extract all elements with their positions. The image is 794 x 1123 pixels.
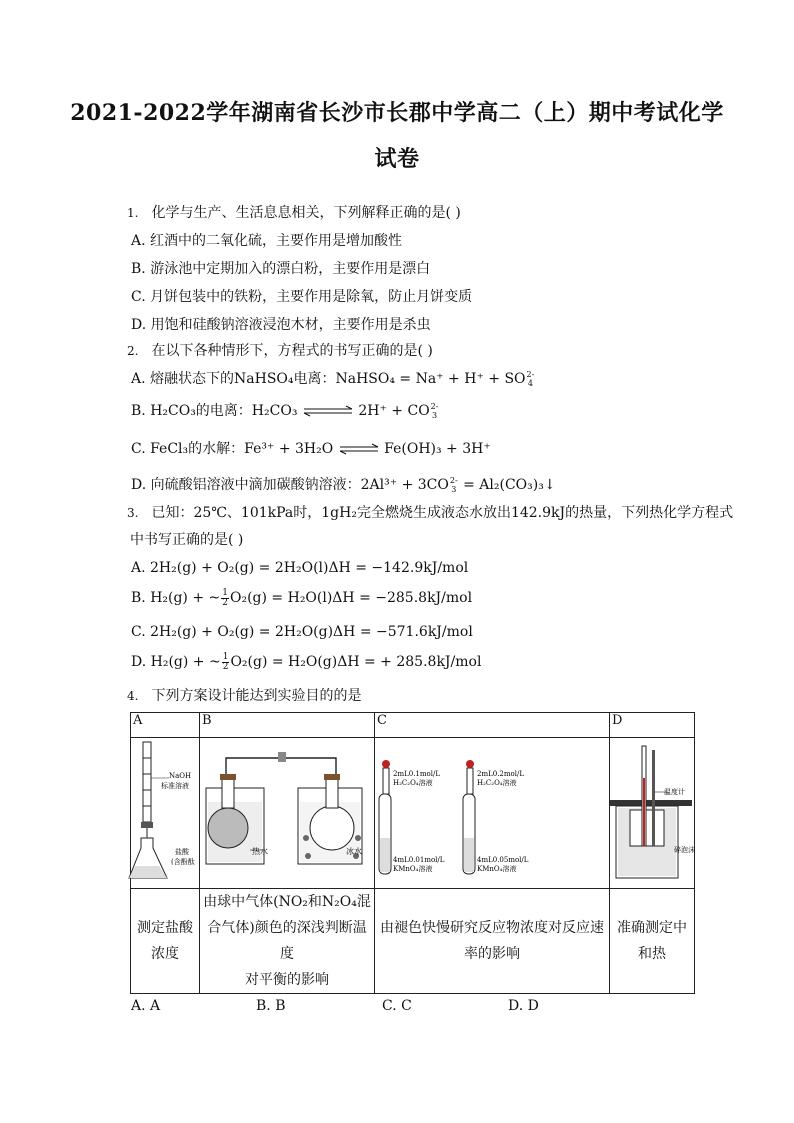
question-stem: 化学与生产、生活息息相关，下列解释正确的是( ) — [151, 205, 461, 221]
desc-a — [131, 889, 200, 994]
desc-line: 对平衡的影响 — [245, 972, 329, 988]
question-number: 2. — [127, 344, 139, 358]
desc-line: 由褪色快慢研究反应物浓度对反应速 — [380, 920, 604, 936]
figC-label-top2b: H₂C₂O₄溶液 — [477, 779, 517, 787]
ion-charge: 2- — [526, 370, 535, 379]
desc-line: 由球中气体(NO₂和N₂O₄混 — [203, 894, 371, 910]
fraction-denominator: 2 — [222, 661, 229, 672]
question-1 — [127, 203, 461, 223]
q1-option-a: A. 红酒中的二氧化硫，主要作用是增加酸性 — [131, 233, 403, 249]
calorimeter-icon — [610, 738, 695, 884]
question-3 — [127, 503, 733, 523]
equation-text: = Al₂(CO₃)₃↓ — [458, 477, 556, 493]
equation-text: D. 向硫酸铝溶液中滴加碳酸钠溶液：2Al³⁺ + 3CO — [131, 477, 449, 493]
q1-option-d: D. 用饱和硅酸钠溶液浸泡木材，主要作用是杀虫 — [131, 317, 431, 333]
question-stem: 在以下各种情形下，方程式的书写正确的是( ) — [151, 343, 433, 359]
figC-label-top1: 2mL0.1mol/L — [393, 770, 440, 778]
q1-option-c: C. 月饼包装中的铁粉，主要作用是除氧，防止月饼变质 — [131, 289, 473, 305]
question-number: 1. — [127, 206, 139, 220]
figB-label-cold: 冰水 — [346, 847, 362, 856]
question-stem: 下列方案设计能达到实验目的的是 — [151, 688, 362, 704]
titration-apparatus-icon — [131, 738, 197, 884]
question-stem-continued: 中书写正确的是( ) — [130, 532, 244, 548]
q3-option-a: A. 2H₂(g) + O₂(g) = 2H₂O(l)ΔH = −142.9kJ/mol — [131, 560, 469, 576]
desc-line: 测定盐酸 — [137, 920, 193, 936]
question-number: 4. — [127, 689, 139, 703]
figD-label-thermometer: 温度计 — [664, 788, 685, 796]
q1-option-b: B. 游泳池中定期加入的漂白粉，主要作用是漂白 — [131, 261, 431, 277]
figure-c-kmno4-rate — [375, 738, 610, 889]
page-title: 2021-2022学年湖南省长沙市长郡中学高二（上）期中考试化学 — [70, 100, 724, 126]
page-title-continued: 试卷 — [374, 146, 420, 172]
ion-charge: 2- — [449, 476, 458, 485]
figure-a-titration — [131, 738, 200, 889]
equation-text: D. H₂(g) + ~ — [131, 654, 221, 670]
fraction-numerator: 1 — [222, 651, 229, 662]
question-4 — [127, 686, 361, 706]
equation-text: B. H₂(g) + ~ — [131, 590, 221, 606]
desc-line: 浓度 — [151, 946, 179, 962]
col-header-a: A — [131, 713, 200, 738]
equation-text: B. H₂CO₃的电离：H₂CO₃ — [131, 403, 298, 419]
q2-option-b — [131, 401, 439, 421]
col-header-b: B — [200, 713, 375, 738]
q2-option-d — [131, 475, 556, 495]
ion-subscript: 3 — [432, 411, 438, 420]
desc-line: 和热 — [638, 946, 666, 962]
q3-option-b — [131, 588, 472, 608]
desc-line: 准确测定中 — [617, 920, 687, 936]
figC-label-bottom1b: KMnO₄溶液 — [393, 865, 433, 873]
ion-subscript: 4 — [527, 379, 533, 388]
test-tube-apparatus-icon — [375, 738, 607, 884]
desc-c — [375, 889, 610, 994]
figD-label-foam: 碎泡沫 — [674, 846, 695, 854]
desc-b — [200, 889, 375, 994]
fraction-denominator: 2 — [222, 597, 228, 608]
figA-label-phenol: (含酚酞 — [171, 858, 195, 866]
q3-option-d — [131, 652, 481, 672]
figC-label-top1b: H₂C₂O₄溶液 — [393, 779, 433, 787]
col-header-d: D — [610, 713, 695, 738]
q4-answer-b: B. B — [256, 998, 286, 1014]
equation-text: Fe(OH)₃ + 3H⁺ — [384, 441, 491, 457]
no2-flask-apparatus-icon — [200, 738, 372, 884]
figC-label-bottom1: 4mL0.01mol/L — [393, 856, 445, 864]
q4-answer-a: A. A — [131, 998, 161, 1014]
equilibrium-arrow-icon — [338, 443, 380, 455]
figC-label-top2: 2mL0.2mol/L — [477, 770, 524, 778]
question-number: 3. — [127, 506, 139, 520]
figA-label-standard: 标准溶液 — [161, 782, 189, 790]
q3-option-c: C. 2H₂(g) + O₂(g) = 2H₂O(g)ΔH = −571.6kJ/mol — [131, 624, 473, 640]
experiment-table — [130, 712, 695, 994]
figure-d-calorimeter — [610, 738, 695, 889]
figA-label-hcl: 盐酸 — [175, 848, 189, 856]
q2-option-a — [131, 369, 535, 389]
figure-b-no2-equilibrium — [200, 738, 375, 889]
equation-text: 2H⁺ + CO — [358, 403, 430, 419]
figA-label-naoh: NaOH — [169, 772, 192, 780]
desc-line: 合气体)颜色的深浅判断温度 — [207, 920, 367, 962]
question-stem: 已知：25℃、101kPa时，1gH₂完全燃烧生成液态水放出142.9kJ的热量，下列热化学方程式 — [151, 505, 734, 521]
figB-label-hot: 热水 — [252, 847, 268, 856]
q4-answer-d: D. D — [508, 998, 539, 1014]
q4-answer-c: C. C — [382, 998, 412, 1014]
equation-text: O₂(g) = H₂O(g)ΔH = + 285.8kJ/mol — [230, 654, 482, 670]
equation-text: C. FeCl₃的水解：Fe³⁺ + 3H₂O — [131, 441, 334, 457]
question-2 — [127, 341, 433, 361]
equation-text: A. 熔融状态下的NaHSO₄电离：NaHSO₄ = Na⁺ + H⁺ + SO — [131, 371, 526, 387]
figC-label-bottom2: 4mL0.05mol/L — [477, 856, 529, 864]
desc-line: 率的影响 — [464, 946, 520, 962]
ion-subscript: 3 — [451, 485, 457, 494]
col-header-c: C — [375, 713, 610, 738]
desc-d — [610, 889, 695, 994]
figC-label-bottom2b: KMnO₄溶液 — [477, 865, 517, 873]
ion-charge: 2- — [430, 402, 439, 411]
equilibrium-arrow-icon — [302, 405, 354, 417]
fraction-numerator: 1 — [222, 587, 228, 598]
equation-text: O₂(g) = H₂O(l)ΔH = −285.8kJ/mol — [230, 590, 473, 606]
q2-option-c — [131, 439, 491, 459]
